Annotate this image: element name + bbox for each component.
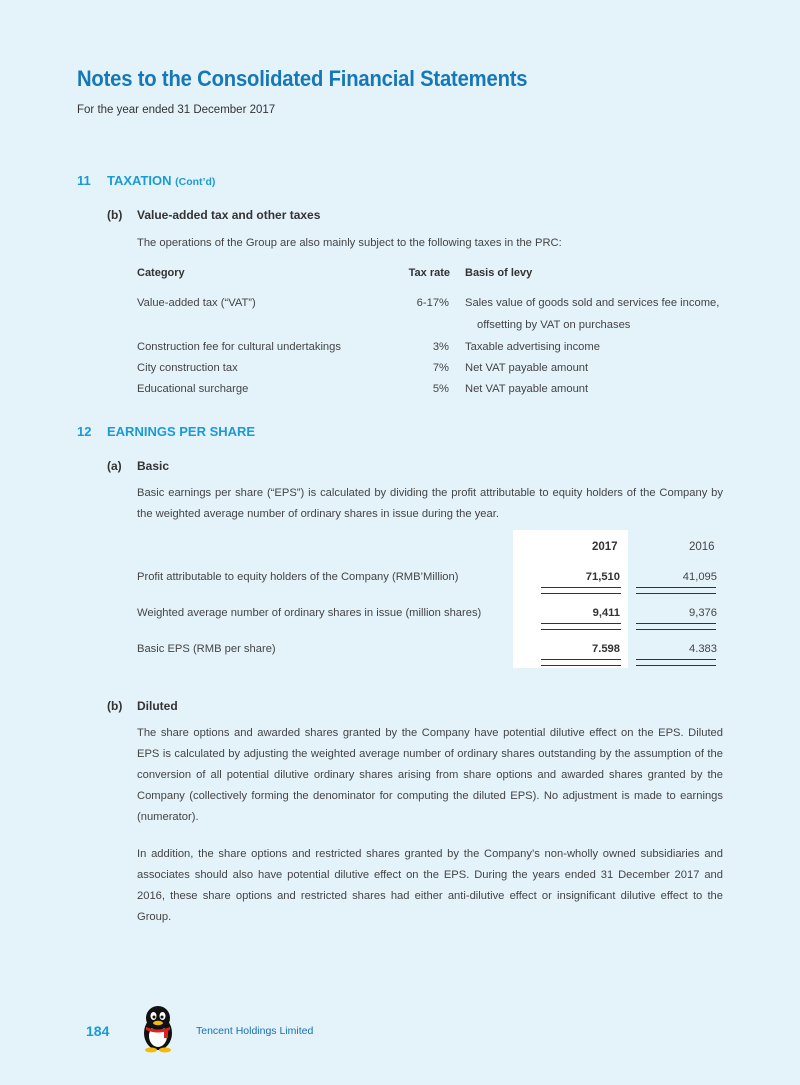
basic-eps-paragraph: Basic earnings per share (“EPS”) is calculated by dividing the profit attributable to equity holders of the Company by the weighted average number of ordinary shares in issue during the year. bbox=[137, 487, 723, 520]
section-11-number: 11 bbox=[77, 173, 91, 188]
tax-rate: 7% bbox=[432, 362, 449, 374]
tax-category: Value-added tax (“VAT”) bbox=[137, 297, 256, 309]
tax-category: Construction fee for cultural undertakings bbox=[137, 341, 341, 353]
section-11-title bbox=[107, 173, 215, 188]
section-12a-title: Basic bbox=[137, 459, 170, 473]
section-12b-label: (b) bbox=[107, 699, 123, 713]
section-12a-label: (a) bbox=[107, 459, 122, 473]
penguin-logo-icon bbox=[138, 1003, 178, 1053]
tax-rate: 6-17% bbox=[416, 297, 449, 309]
eps-value-2016: 41,095 bbox=[682, 571, 717, 583]
section-11b-title: Value-added tax and other taxes bbox=[137, 208, 321, 222]
tax-header-basis: Basis of levy bbox=[465, 267, 533, 279]
section-12-title: EARNINGS PER SHARE bbox=[107, 424, 256, 439]
double-underline bbox=[541, 659, 621, 666]
page-number: 184 bbox=[86, 1023, 110, 1039]
tax-row bbox=[137, 383, 727, 403]
tax-basis: Taxable advertising income bbox=[465, 341, 600, 353]
tax-rate: 3% bbox=[432, 341, 449, 353]
tax-row bbox=[137, 362, 727, 382]
section-12-number: 12 bbox=[77, 424, 92, 439]
year-2016-header: 2016 bbox=[689, 541, 715, 553]
double-underline bbox=[636, 587, 716, 594]
year-2017-header: 2017 bbox=[592, 541, 618, 553]
eps-value-2017: 9,411 bbox=[592, 607, 620, 619]
tax-basis-continued: offsetting by VAT on purchases bbox=[477, 319, 631, 331]
eps-value-2016: 4.383 bbox=[689, 643, 717, 655]
section-12b-title: Diluted bbox=[137, 699, 178, 713]
tax-row bbox=[137, 297, 727, 317]
double-underline bbox=[541, 587, 621, 594]
section-11-contd: (Cont’d) bbox=[175, 176, 216, 188]
tax-header-category: Category bbox=[137, 267, 185, 279]
tax-table-header bbox=[137, 267, 727, 287]
company-name: Tencent Holdings Limited bbox=[196, 1025, 314, 1037]
double-underline bbox=[636, 659, 716, 666]
tax-row bbox=[137, 341, 727, 361]
section-11b-label: (b) bbox=[107, 208, 123, 222]
tax-category: City construction tax bbox=[137, 362, 238, 374]
eps-value-2017: 71,510 bbox=[585, 571, 620, 583]
eps-value-2017: 7.598 bbox=[592, 643, 620, 655]
tax-rate: 5% bbox=[432, 383, 449, 395]
page-subtitle: For the year ended 31 December 2017 bbox=[77, 104, 276, 116]
double-underline bbox=[636, 623, 716, 630]
eps-row-label: Weighted average number of ordinary shares in issue (million shares) bbox=[137, 607, 482, 619]
double-underline bbox=[541, 623, 621, 630]
tax-category: Educational surcharge bbox=[137, 383, 249, 395]
tax-basis: Net VAT payable amount bbox=[465, 362, 589, 374]
tax-basis: Sales value of goods sold and services fee income, bbox=[465, 297, 720, 309]
eps-row-label: Basic EPS (RMB per share) bbox=[137, 643, 276, 655]
diluted-eps-paragraph-2: In addition, the share options and restricted shares granted by the Company’s non-wholly owned subsidiaries and associates should also have potential dilutive effect on the EPS. During the years ended 31 December 2017 and 2016, these share options and restricted shares had either anti-dilutive effect or insignificant dilutive effect to the Group. bbox=[137, 848, 723, 923]
eps-row-label: Profit attributable to equity holders of the Company (RMB’Million) bbox=[137, 571, 459, 583]
diluted-eps-paragraph-1: The share options and awarded shares granted by the Company have potential dilutive effect on the EPS. Diluted EPS is calculated by adjusting the weighted average number of ordinary shares outstanding by the assumption of the conversion of all potential dilutive ordinary shares arising from share options and awarded shares granted by the Company (collectively forming the denominator for computing the diluted EPS). No adjustment is made to earnings (numerator). bbox=[137, 727, 723, 823]
section-11-title-text: TAXATION bbox=[107, 173, 172, 188]
tax-header-rate: Tax rate bbox=[408, 267, 450, 279]
taxes-intro: The operations of the Group are also mainly subject to the following taxes in the PRC: bbox=[137, 237, 562, 249]
eps-value-2016: 9,376 bbox=[689, 607, 717, 619]
page-title: Notes to the Consolidated Financial Statements bbox=[77, 66, 528, 91]
tax-basis: Net VAT payable amount bbox=[465, 383, 589, 395]
